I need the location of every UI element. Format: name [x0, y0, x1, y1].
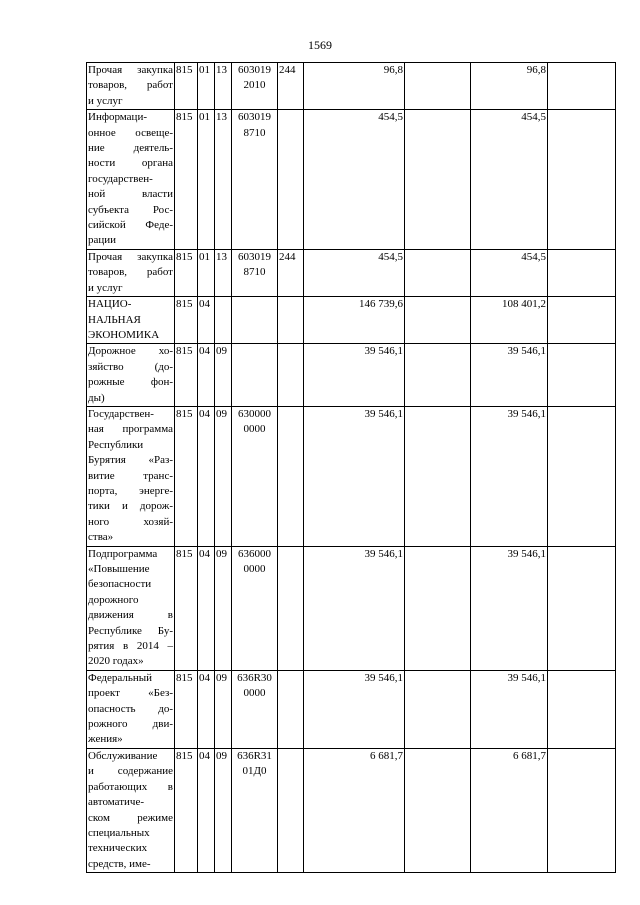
row-name-line: и содержание: [88, 765, 173, 778]
row-name-line: автоматиче-: [88, 796, 145, 809]
page-number: 1569: [308, 38, 332, 52]
table-row: [87, 748, 616, 872]
section-code-cell: 04: [198, 406, 215, 546]
row-name: [87, 406, 175, 546]
amount-cell-3: 96,8: [471, 63, 548, 110]
subsection-code-cell: 09: [215, 406, 232, 546]
ministry-code-cell: 815: [175, 344, 198, 407]
amount-cell-1: 96,8: [304, 63, 405, 110]
target-article-cell: 603019 2010: [232, 63, 278, 110]
amount-cell-4: [548, 110, 616, 250]
row-name-line: ды): [88, 391, 105, 404]
subsection-code-cell: 09: [215, 344, 232, 407]
subsection-code-cell: 09: [215, 670, 232, 748]
section-code-cell: 04: [198, 670, 215, 748]
amount-cell-4: [548, 297, 616, 344]
amount-cell-1: 6 681,7: [304, 748, 405, 872]
ministry-code-cell: 815: [175, 63, 198, 110]
amount-cell-2: [405, 546, 471, 670]
row-name: [87, 344, 175, 407]
table-row: [87, 344, 616, 407]
amount-cell-2: [405, 344, 471, 407]
row-name-line: зяйство (до-: [88, 360, 173, 373]
amount-cell-2: [405, 249, 471, 296]
table-row: [87, 406, 616, 546]
row-name-line: Федеральный: [88, 671, 153, 684]
row-name-line: тики и дорож-: [88, 500, 173, 513]
row-name-line: проект «Без-: [88, 687, 173, 700]
row-name-line: НАЛЬНАЯ: [88, 313, 141, 326]
ministry-code-cell: 815: [175, 406, 198, 546]
row-name-line: и услуг: [88, 94, 123, 107]
ministry-code-cell: 815: [175, 546, 198, 670]
amount-cell-1: 146 739,6: [304, 297, 405, 344]
amount-cell-2: [405, 670, 471, 748]
row-name: [87, 546, 175, 670]
row-name-line: 2020 годах»: [88, 655, 144, 668]
subsection-code-cell: 13: [215, 63, 232, 110]
row-name-line: Дорожное хо-: [88, 345, 173, 358]
expense-type-cell: 244: [278, 63, 304, 110]
amount-cell-1: 39 546,1: [304, 546, 405, 670]
row-name-line: ском режиме: [88, 811, 173, 824]
row-name-line: безопасности: [88, 578, 152, 591]
amount-cell-3: 39 546,1: [471, 546, 548, 670]
expense-type-cell: [278, 406, 304, 546]
row-name-line: и услуг: [88, 281, 123, 294]
row-name-line: средств, име-: [88, 857, 151, 870]
expense-type-cell: 244: [278, 249, 304, 296]
amount-cell-3: 454,5: [471, 249, 548, 296]
row-name: [87, 63, 175, 110]
row-name: [87, 110, 175, 250]
row-name-line: рации: [88, 234, 117, 247]
row-name-line: ного хозяй-: [88, 515, 173, 528]
row-name: [87, 670, 175, 748]
amount-cell-4: [548, 249, 616, 296]
amount-cell-4: [548, 63, 616, 110]
expense-type-cell: [278, 748, 304, 872]
row-name-line: работающих в: [88, 780, 173, 793]
section-code-cell: 04: [198, 748, 215, 872]
target-article-cell: [232, 297, 278, 344]
row-name-line: ние деятель-: [88, 142, 173, 155]
row-name-line: ЭКОНОМИКА: [88, 328, 160, 341]
ministry-code-cell: 815: [175, 748, 198, 872]
row-name-line: «Повышение: [88, 563, 150, 575]
row-name-line: жения»: [88, 733, 123, 746]
amount-cell-2: [405, 748, 471, 872]
amount-cell-2: [405, 110, 471, 250]
target-article-cell: 603019 8710: [232, 110, 278, 250]
subsection-code-cell: 09: [215, 546, 232, 670]
row-name-line: опасность до-: [88, 702, 173, 715]
section-code-cell: 01: [198, 249, 215, 296]
section-code-cell: 04: [198, 546, 215, 670]
row-name-line: ной власти: [88, 188, 173, 201]
row-name-line: Подпрограмма: [88, 547, 158, 560]
target-article-cell: 636000 0000: [232, 546, 278, 670]
expense-type-cell: [278, 670, 304, 748]
section-code-cell: 01: [198, 110, 215, 250]
row-name-line: витие транс-: [88, 469, 173, 482]
table-row: [87, 670, 616, 748]
row-name-line: дорожного: [88, 593, 139, 606]
row-name-line: Информаци-: [88, 111, 147, 124]
row-name: [87, 249, 175, 296]
section-code-cell: 04: [198, 297, 215, 344]
subsection-code-cell: [215, 297, 232, 344]
row-name-line: специальных: [88, 826, 150, 839]
row-name-line: ства»: [88, 531, 114, 544]
amount-cell-2: [405, 63, 471, 110]
target-article-cell: 630000 0000: [232, 406, 278, 546]
section-code-cell: 04: [198, 344, 215, 407]
amount-cell-4: [548, 748, 616, 872]
target-article-cell: [232, 344, 278, 407]
amount-cell-2: [405, 406, 471, 546]
row-name-line: Республике Бу-: [88, 624, 173, 637]
row-name-line: движения в: [88, 609, 173, 622]
row-name-line: рожные фон-: [88, 376, 173, 389]
row-name-line: Обслуживание: [88, 749, 158, 762]
row-name: [87, 297, 175, 344]
row-name-line: Республики: [88, 438, 144, 451]
ministry-code-cell: 815: [175, 110, 198, 250]
row-name: [87, 748, 175, 872]
ministry-code-cell: 815: [175, 670, 198, 748]
ministry-code-cell: 815: [175, 297, 198, 344]
row-name-line: ности органа: [88, 157, 173, 170]
row-name-line: товаров, работ: [88, 266, 173, 279]
amount-cell-3: 39 546,1: [471, 670, 548, 748]
amount-cell-3: 108 401,2: [471, 297, 548, 344]
row-name-line: Бурятия «Раз-: [88, 454, 173, 467]
row-name-line: субъекта Рос-: [88, 203, 173, 216]
row-name-line: ная программа: [88, 423, 173, 436]
amount-cell-3: 39 546,1: [471, 406, 548, 546]
row-name-line: онное освеще-: [88, 126, 173, 139]
row-name-line: сийской Феде-: [88, 219, 173, 232]
expense-type-cell: [278, 110, 304, 250]
table-row: [87, 297, 616, 344]
amount-cell-4: [548, 670, 616, 748]
row-name-line: Государствен-: [88, 407, 154, 420]
amount-cell-1: 454,5: [304, 110, 405, 250]
expense-type-cell: [278, 546, 304, 670]
row-name-line: Прочая закупка: [88, 250, 173, 263]
amount-cell-3: 454,5: [471, 110, 548, 250]
row-name-line: технических: [88, 842, 148, 855]
row-name-line: товаров, работ: [88, 79, 173, 92]
table-row: [87, 249, 616, 296]
subsection-code-cell: 13: [215, 249, 232, 296]
row-name-line: порта, энерге-: [88, 484, 173, 497]
section-code-cell: 01: [198, 63, 215, 110]
amount-cell-1: 454,5: [304, 249, 405, 296]
amount-cell-1: 39 546,1: [304, 670, 405, 748]
target-article-cell: 636R31 01Д0: [232, 748, 278, 872]
amount-cell-4: [548, 344, 616, 407]
subsection-code-cell: 09: [215, 748, 232, 872]
amount-cell-1: 39 546,1: [304, 344, 405, 407]
amount-cell-3: 6 681,7: [471, 748, 548, 872]
subsection-code-cell: 13: [215, 110, 232, 250]
row-name-line: НАЦИО-: [88, 298, 132, 311]
row-name-line: рятия в 2014 –: [88, 640, 173, 653]
target-article-cell: 636R30 0000: [232, 670, 278, 748]
row-name-line: государствен-: [88, 172, 153, 185]
amount-cell-4: [548, 546, 616, 670]
amount-cell-2: [405, 297, 471, 344]
row-name-line: Прочая закупка: [88, 64, 173, 76]
budget-table: [86, 62, 616, 873]
table-row: [87, 110, 616, 250]
expense-type-cell: [278, 344, 304, 407]
expense-type-cell: [278, 297, 304, 344]
ministry-code-cell: 815: [175, 249, 198, 296]
row-name-line: рожного дви-: [88, 718, 173, 731]
amount-cell-4: [548, 406, 616, 546]
amount-cell-1: 39 546,1: [304, 406, 405, 546]
target-article-cell: 603019 8710: [232, 249, 278, 296]
table-row: [87, 63, 616, 110]
table-row: [87, 546, 616, 670]
amount-cell-3: 39 546,1: [471, 344, 548, 407]
